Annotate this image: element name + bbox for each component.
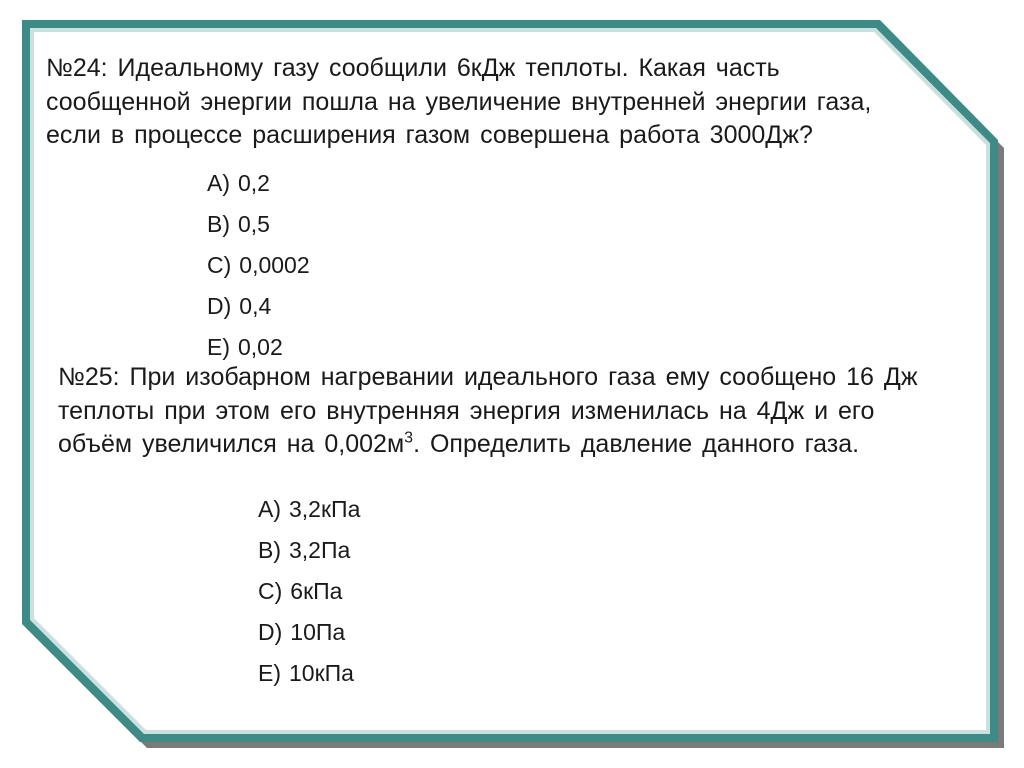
option-letter: A) [207, 170, 230, 196]
q25-option-d [258, 617, 360, 658]
q24-option-b [207, 209, 310, 250]
q24-option-c [207, 250, 310, 291]
option-value: 6кПа [290, 578, 343, 604]
q25-option-e [258, 658, 360, 699]
question-25-text [58, 361, 928, 462]
question-25-text-end: . Определить давление данного газа. [413, 430, 860, 458]
option-letter: A) [258, 496, 281, 522]
question-24-options [207, 168, 310, 373]
q24-option-d [207, 291, 310, 332]
option-value: 0,4 [239, 293, 272, 319]
q25-option-b [258, 535, 360, 576]
question-25-options [258, 494, 360, 699]
option-letter: C) [207, 252, 232, 278]
question-24-text: №24: Идеальному газу сообщили 6кДж теплоты. Какая часть сообщенной энергии пошла на увеличение внутренней энергии газа, если в процессе расширения газом совершена работа 3000Дж? [46, 54, 872, 149]
option-letter: B) [258, 537, 281, 563]
option-value: 10кПа [289, 660, 354, 686]
q24-option-a [207, 168, 310, 209]
option-value: 3,2кПа [289, 496, 361, 522]
option-value: 0,0002 [239, 252, 310, 278]
option-value: 0,5 [238, 211, 270, 237]
q25-option-c [258, 576, 360, 617]
option-letter: E) [258, 660, 281, 686]
q25-option-a [258, 494, 360, 535]
option-letter: D) [207, 293, 232, 319]
option-letter: B) [207, 211, 230, 237]
option-value: 10Па [290, 619, 346, 645]
option-value: 3,2Па [289, 537, 351, 563]
option-letter: E) [207, 334, 230, 360]
cubic-superscript: 3 [404, 429, 414, 447]
question-25-text-main: №25: При изобарном нагревании идеального газа ему сообщено 16 Дж теплоты при этом его внутренняя энергия изменилась на 4Дж и его объём увеличился на 0,002м [58, 363, 918, 458]
option-value: 0,02 [238, 334, 283, 360]
option-letter: D) [258, 619, 283, 645]
option-letter: C) [258, 578, 283, 604]
option-value: 0,2 [238, 170, 270, 196]
